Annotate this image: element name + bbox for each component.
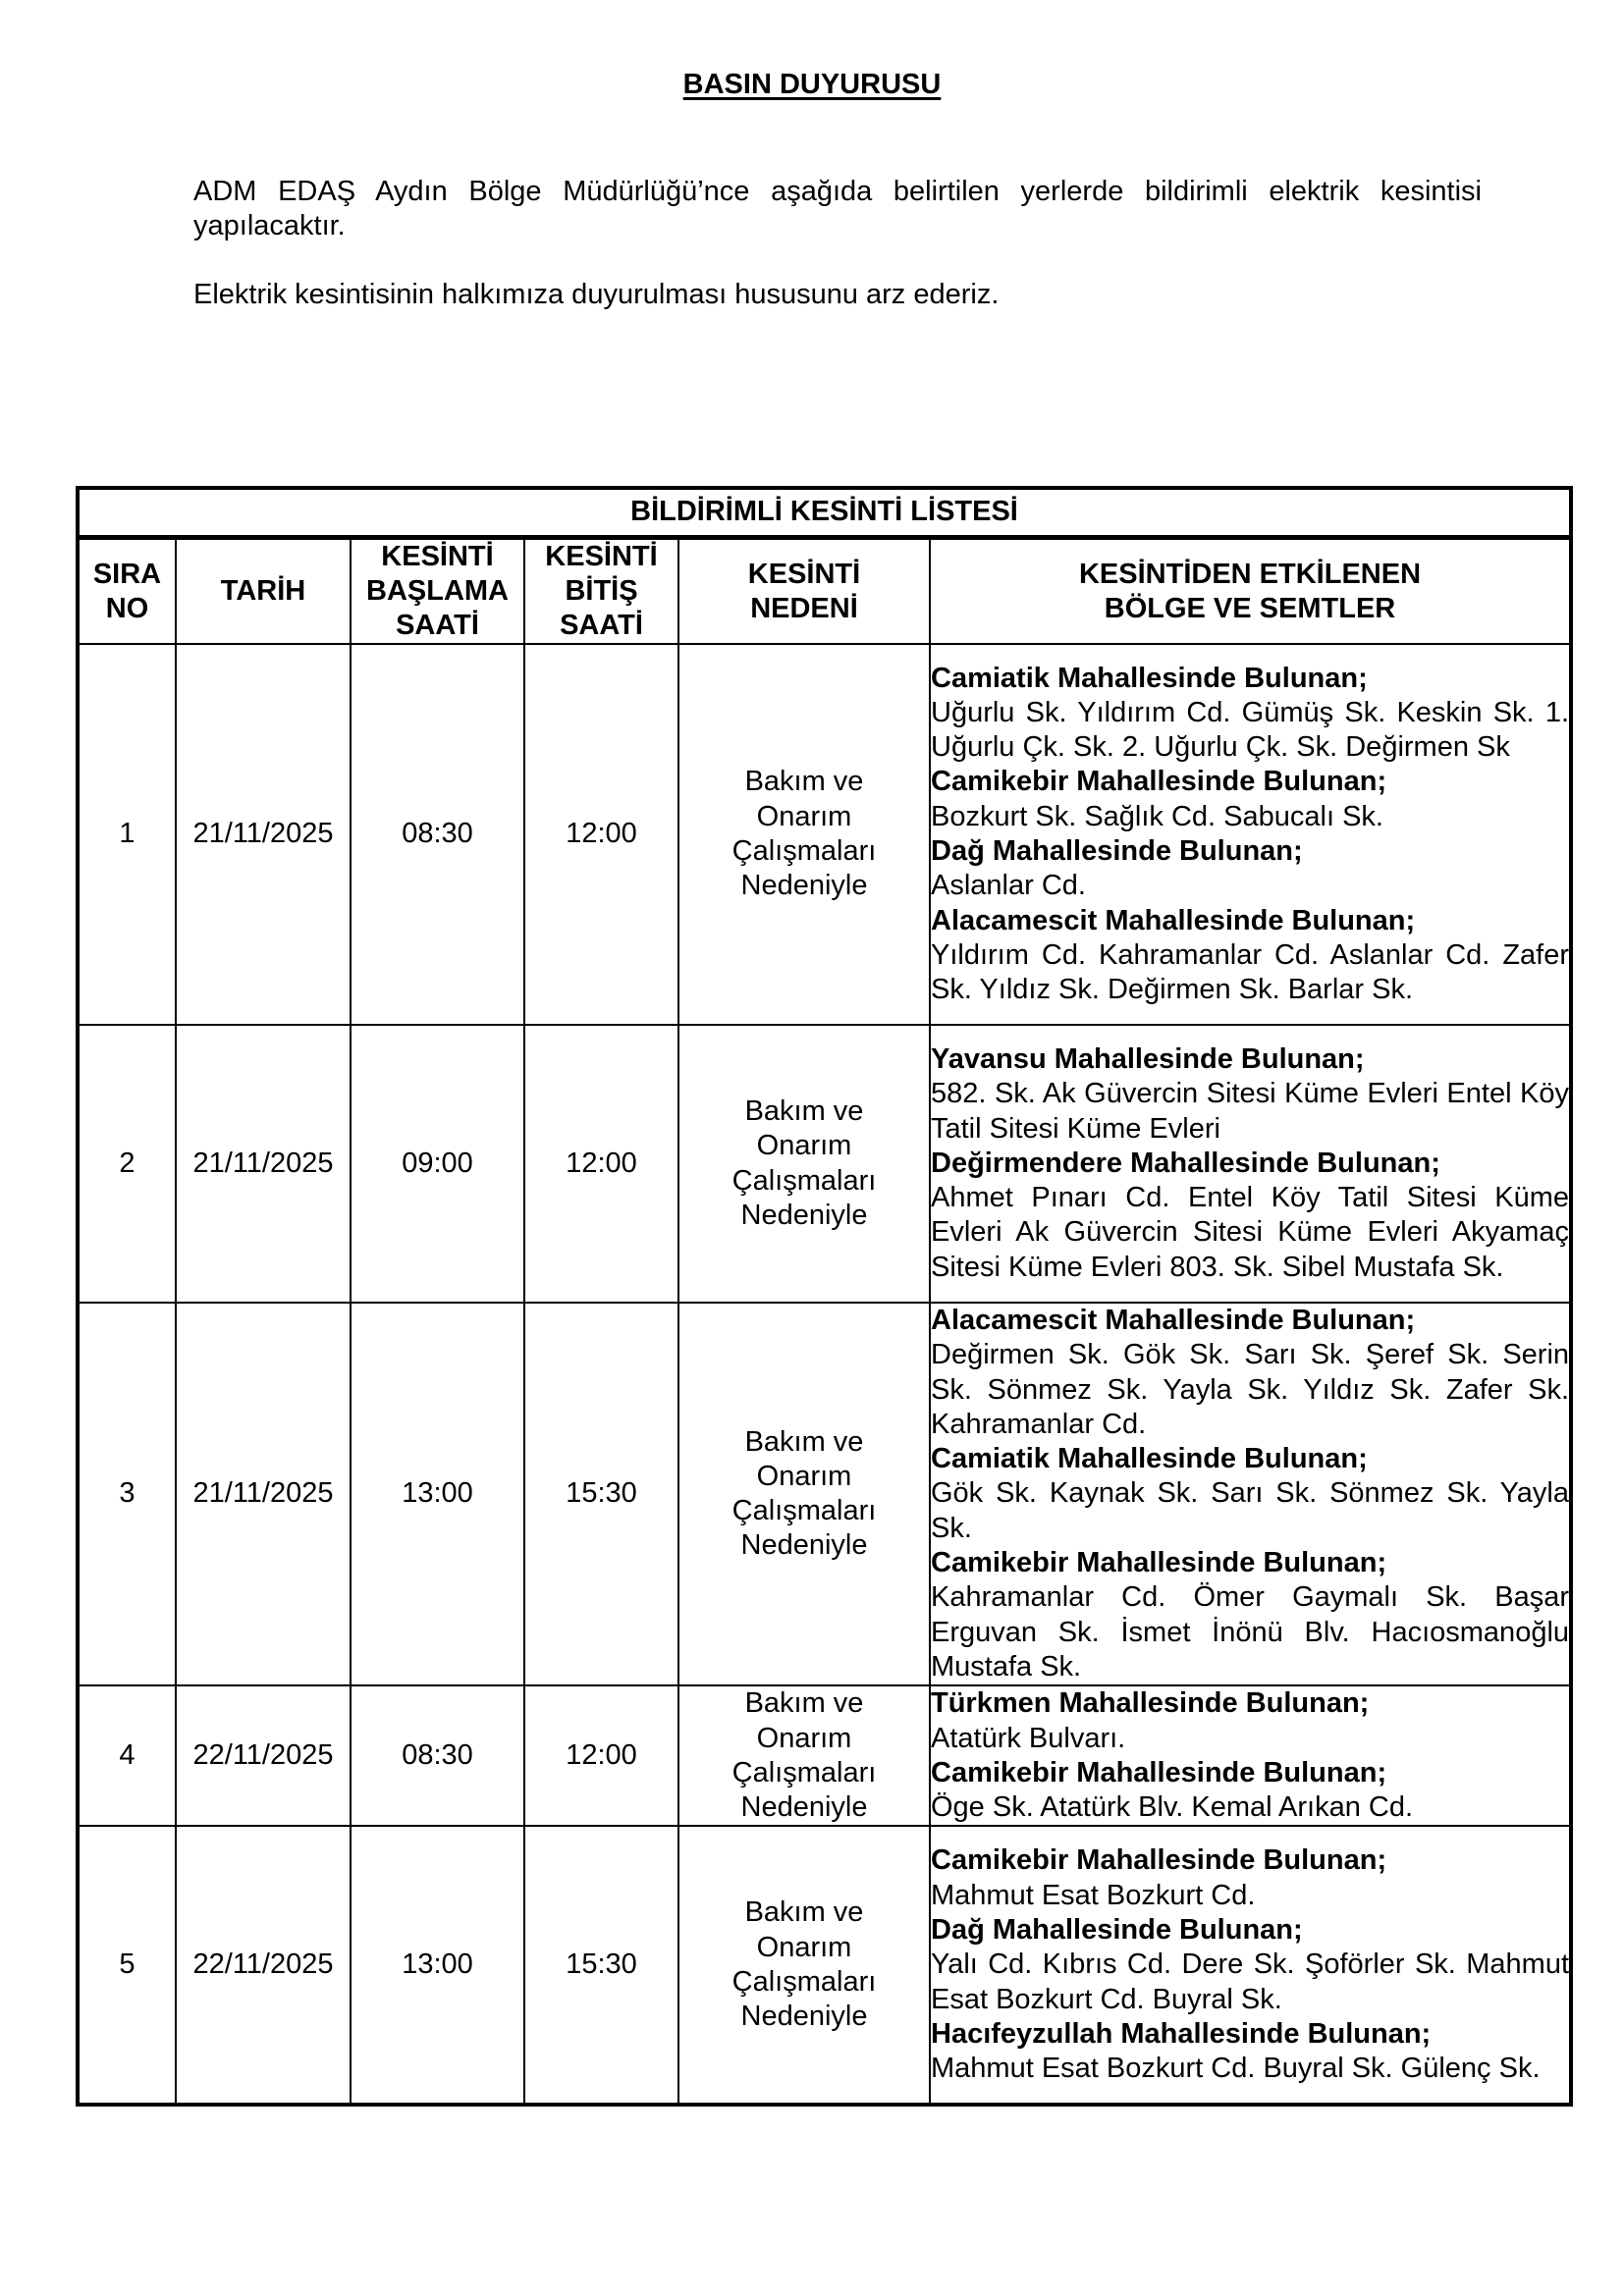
neighborhood-name: Hacıfeyzullah Mahallesinde Bulunan; bbox=[931, 2017, 1432, 2050]
street-list: Atatürk Bulvarı. bbox=[931, 1722, 1126, 1754]
neighborhood-name: Alacamescit Mahallesinde Bulunan; bbox=[931, 1305, 1416, 1336]
header-kesinti-nedeni: KESİNTİ NEDENİ bbox=[678, 538, 930, 645]
street-list: Yıldırım Cd. Kahramanlar Cd. Aslanlar Cd. Zafer Sk. Yıldız Sk. Değirmen Sk. Barlar Sk. bbox=[931, 938, 1570, 1006]
row-date: 21/11/2025 bbox=[176, 644, 351, 1025]
table-row bbox=[78, 644, 1571, 1025]
header-sira-no: SIRA NO bbox=[78, 538, 176, 645]
row-affected-areas bbox=[930, 1685, 1571, 1826]
row-start-time: 09:00 bbox=[351, 1025, 524, 1303]
row-date: 22/11/2025 bbox=[176, 1685, 351, 1826]
street-list: Aslanlar Cd. bbox=[931, 870, 1086, 902]
table-row bbox=[78, 1025, 1571, 1303]
neighborhood-name: Camikebir Mahallesinde Bulunan; bbox=[931, 1756, 1387, 1789]
row-number: 1 bbox=[78, 644, 176, 1025]
street-list: 582. Sk. Ak Güvercin Sitesi Küme Evleri Entel Köy Tatil Sitesi Küme Evleri bbox=[931, 1078, 1570, 1145]
row-reason: Bakım ve Onarım Çalışmaları Nedeniyle bbox=[678, 1303, 930, 1685]
table-row bbox=[78, 1826, 1571, 2105]
street-list: Öge Sk. Atatürk Blv. Kemal Arıkan Cd. bbox=[931, 1791, 1414, 1824]
neighborhood-name: Camiatik Mahallesinde Bulunan; bbox=[931, 1443, 1368, 1475]
table-header-row bbox=[78, 538, 1571, 645]
neighborhood-name: Dağ Mahallesinde Bulunan; bbox=[931, 1914, 1303, 1946]
row-reason: Bakım ve Onarım Çalışmaları Nedeniyle bbox=[678, 1025, 930, 1303]
row-number: 3 bbox=[78, 1303, 176, 1685]
table-title: BİLDİRİMLİ KESİNTİ LİSTESİ bbox=[78, 488, 1571, 538]
street-list: Kahramanlar Cd. Ömer Gaymalı Sk. Başar Erguvan Sk. İsmet İnönü Blv. Hacıosmanoğlu Mustafa Sk. bbox=[931, 1581, 1570, 1682]
row-start-time: 13:00 bbox=[351, 1303, 524, 1685]
street-list: Yalı Cd. Kıbrıs Cd. Dere Sk. Şoförler Sk. Mahmut Esat Bozkurt Cd. Buyral Sk. bbox=[931, 1949, 1570, 2015]
row-start-time: 08:30 bbox=[351, 644, 524, 1025]
street-list: Değirmen Sk. Gök Sk. Sarı Sk. Şeref Sk. Serin Sk. Sönmez Sk. Yayla Sk. Yıldız Sk. Zafer Sk. Kahramanlar Cd. bbox=[931, 1339, 1570, 1440]
request-paragraph: Elektrik kesintisinin halkımıza duyurulması hususunu arz ederiz. bbox=[193, 279, 1000, 310]
street-list: Mahmut Esat Bozkurt Cd. Buyral Sk. Gülenç Sk. bbox=[931, 2053, 1541, 2085]
row-date: 22/11/2025 bbox=[176, 1826, 351, 2105]
intro-paragraph: ADM EDAŞ Aydın Bölge Müdürlüğü’nce aşağıda belirtilen yerlerde bildirimli elektrik kesintisi yapılacaktır. bbox=[193, 176, 1482, 241]
row-start-time: 13:00 bbox=[351, 1826, 524, 2105]
row-start-time: 08:30 bbox=[351, 1685, 524, 1826]
neighborhood-name: Camiatik Mahallesinde Bulunan; bbox=[931, 662, 1368, 694]
row-date: 21/11/2025 bbox=[176, 1303, 351, 1685]
outage-list-table bbox=[76, 486, 1573, 2107]
row-end-time: 15:30 bbox=[524, 1826, 678, 2105]
table-row bbox=[78, 1685, 1571, 1826]
row-number: 2 bbox=[78, 1025, 176, 1303]
street-list: Mahmut Esat Bozkurt Cd. bbox=[931, 1879, 1256, 1911]
neighborhood-name: Yavansu Mahallesinde Bulunan; bbox=[931, 1042, 1365, 1075]
row-affected-areas bbox=[930, 1025, 1571, 1303]
neighborhood-name: Camikebir Mahallesinde Bulunan; bbox=[931, 1844, 1387, 1877]
neighborhood-name: Değirmendere Mahallesinde Bulunan; bbox=[931, 1147, 1440, 1179]
row-affected-areas bbox=[930, 1303, 1571, 1685]
document-title bbox=[0, 67, 1624, 102]
neighborhood-name: Camikebir Mahallesinde Bulunan; bbox=[931, 766, 1387, 798]
neighborhood-name: Dağ Mahallesinde Bulunan; bbox=[931, 835, 1303, 867]
header-bitis-saati: KESİNTİ BİTİŞ SAATİ bbox=[524, 538, 678, 645]
table-title-row bbox=[78, 488, 1571, 538]
table-row bbox=[78, 1303, 1571, 1685]
row-end-time: 12:00 bbox=[524, 1685, 678, 1826]
street-list: Bozkurt Sk. Sağlık Cd. Sabucalı Sk. bbox=[931, 800, 1383, 832]
street-list: Uğurlu Sk. Yıldırım Cd. Gümüş Sk. Keskin Sk. 1. Uğurlu Çk. Sk. 2. Uğurlu Çk. Sk. Değirmen Sk bbox=[931, 696, 1570, 764]
neighborhood-name: Alacamescit Mahallesinde Bulunan; bbox=[931, 904, 1416, 936]
header-etkilenen-bolge: KESİNTİDEN ETKİLENEN BÖLGE VE SEMTLER bbox=[930, 538, 1571, 645]
row-number: 4 bbox=[78, 1685, 176, 1826]
row-affected-areas bbox=[930, 1826, 1571, 2105]
header-baslama-saati: KESİNTİ BAŞLAMA SAATİ bbox=[351, 538, 524, 645]
row-end-time: 12:00 bbox=[524, 1025, 678, 1303]
row-reason: Bakım ve Onarım Çalışmaları Nedeniyle bbox=[678, 644, 930, 1025]
row-reason: Bakım ve Onarım Çalışmaları Nedeniyle bbox=[678, 1826, 930, 2105]
street-list: Ahmet Pınarı Cd. Entel Köy Tatil Sitesi Küme Evleri Ak Güvercin Sitesi Küme Evleri Akyamaç Sitesi Küme Evleri 803. Sk. Sibel Mustafa Sk. bbox=[931, 1182, 1570, 1283]
document-title-text: BASIN DUYURUSU bbox=[682, 69, 942, 100]
neighborhood-name: Türkmen Mahallesinde Bulunan; bbox=[931, 1687, 1370, 1720]
neighborhood-name: Camikebir Mahallesinde Bulunan; bbox=[931, 1547, 1387, 1579]
row-number: 5 bbox=[78, 1826, 176, 2105]
row-end-time: 15:30 bbox=[524, 1303, 678, 1685]
row-affected-areas bbox=[930, 644, 1571, 1025]
row-end-time: 12:00 bbox=[524, 644, 678, 1025]
row-date: 21/11/2025 bbox=[176, 1025, 351, 1303]
street-list: Gök Sk. Kaynak Sk. Sarı Sk. Sönmez Sk. Yayla Sk. bbox=[931, 1477, 1570, 1544]
row-reason: Bakım ve Onarım Çalışmaları Nedeniyle bbox=[678, 1685, 930, 1826]
header-tarih: TARİH bbox=[176, 538, 351, 645]
